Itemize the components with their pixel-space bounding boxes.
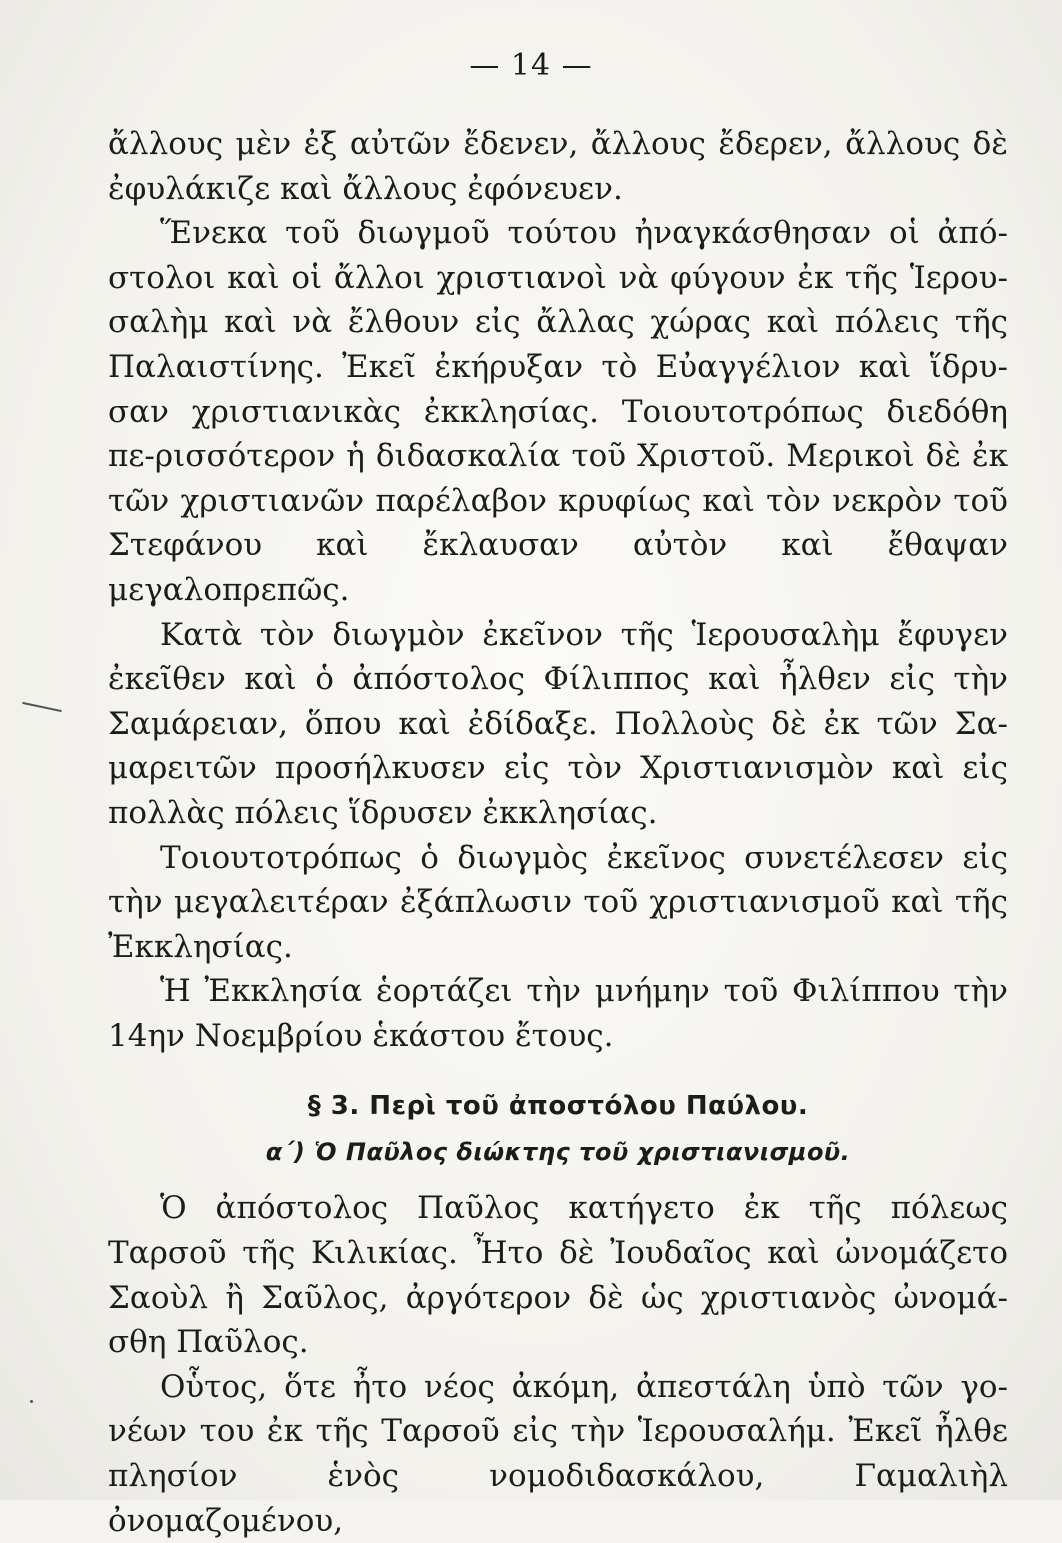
paragraph: Ἕνεκα τοῦ διωγμοῦ τούτου ἠναγκάσθησαν οἱ ἀπό-στολοι καὶ οἱ ἄλλοι χριστιανοὶ νὰ φύγουν ἐκ τῆς Ἱερου-σαλὴμ καὶ νὰ ἔλθουν εἰς ἄλλας χώρας καὶ πόλεις τῆς Παλαιστίνης. Ἐκεῖ ἐκήρυξαν τὸ Εὐαγγέλιον καὶ ἵδρυ-σαν χριστιανικὰς ἐκκλησίας. Τοιουτοτρόπως διεδόθη πε-ρισσότερον ἡ διδασκαλία τοῦ Χριστοῦ. Μερικοὶ δὲ ἐκ τῶν χριστιανῶν παρέλαβον κρυφίως καὶ τὸν νεκρὸν τοῦ Στεφάνου καὶ ἔκλαυσαν αὐτὸν καὶ ἔθαψαν μεγαλοπρεπῶς. (108, 215, 1008, 608)
margin-dot-mark (30, 1400, 33, 1403)
margin-pencil-mark (22, 702, 62, 712)
paragraph: Κατὰ τὸν διωγμὸν ἐκεῖνον τῆς Ἱερουσαλὴμ ἔφυγεν ἐκεῖθεν καὶ ὁ ἀπόστολος Φίλιππος καὶ ἦλθεν εἰς τὴν Σαμάρειαν, ὅπου καὶ ἐδίδαξε. Πολλοὺς δὲ ἐκ τῶν Σα-μαρειτῶν προσήλκυσεν εἰς τὸν Χριστιανισμὸν καὶ εἰς πολλὰς πόλεις ἵδρυσεν ἐκκλησίας. (108, 616, 1008, 831)
paragraph: Ἡ Ἐκκλησία ἑορτάζει τὴν μνήμην τοῦ Φιλίππου τὴν 14ην Νοεμβρίου ἑκάστου ἔτους. (108, 973, 1008, 1054)
page-number: — 14 — (469, 48, 593, 83)
paragraph: Τοιουτοτρόπως ὁ διωγμὸς ἐκεῖνος συνετέλεσεν εἰς τὴν μεγαλειτέραν ἐξάπλωσιν τοῦ χριστιανισμοῦ καὶ τῆς Ἐκκλησίας. (108, 839, 1008, 965)
paragraph: Οὗτος, ὅτε ἦτο νέος ἀκόμη, ἀπεστάλη ὑπὸ τῶν γο-νέων του ἐκ τῆς Ταρσοῦ εἰς τὴν Ἱερουσαλήμ. Ἐκεῖ ἦλθε πλησίον ἑνὸς νομοδιδασκάλου, Γαμαλιὴλ ὀνομαζομένου, (108, 1368, 1008, 1539)
subsection-heading: α΄) Ὁ Παῦλος διώκτης τοῦ χριστιανισμοῦ. (265, 1138, 851, 1167)
section-heading: § 3. Περὶ τοῦ ἀποστόλου Παύλου. (307, 1091, 809, 1122)
paragraph: Ὁ ἀπόστολος Παῦλος κατήγετο ἐκ τῆς πόλεως Ταρσοῦ τῆς Κιλικίας. Ἦτο δὲ Ἰουδαῖος καὶ ὠνομάζετο Σαοὺλ ἢ Σαῦλος, ἀργότερον δὲ ὡς χριστιανὸς ὠνομά-σθη Παῦλος. (108, 1190, 1008, 1361)
body-text (108, 122, 1008, 1543)
paragraph: ἄλλους μὲν ἐξ αὐτῶν ἔδενεν, ἄλλους ἔδερεν, ἄλλους δὲ ἐφυλάκιζε καὶ ἄλλους ἐφόνευεν. (108, 126, 1008, 207)
